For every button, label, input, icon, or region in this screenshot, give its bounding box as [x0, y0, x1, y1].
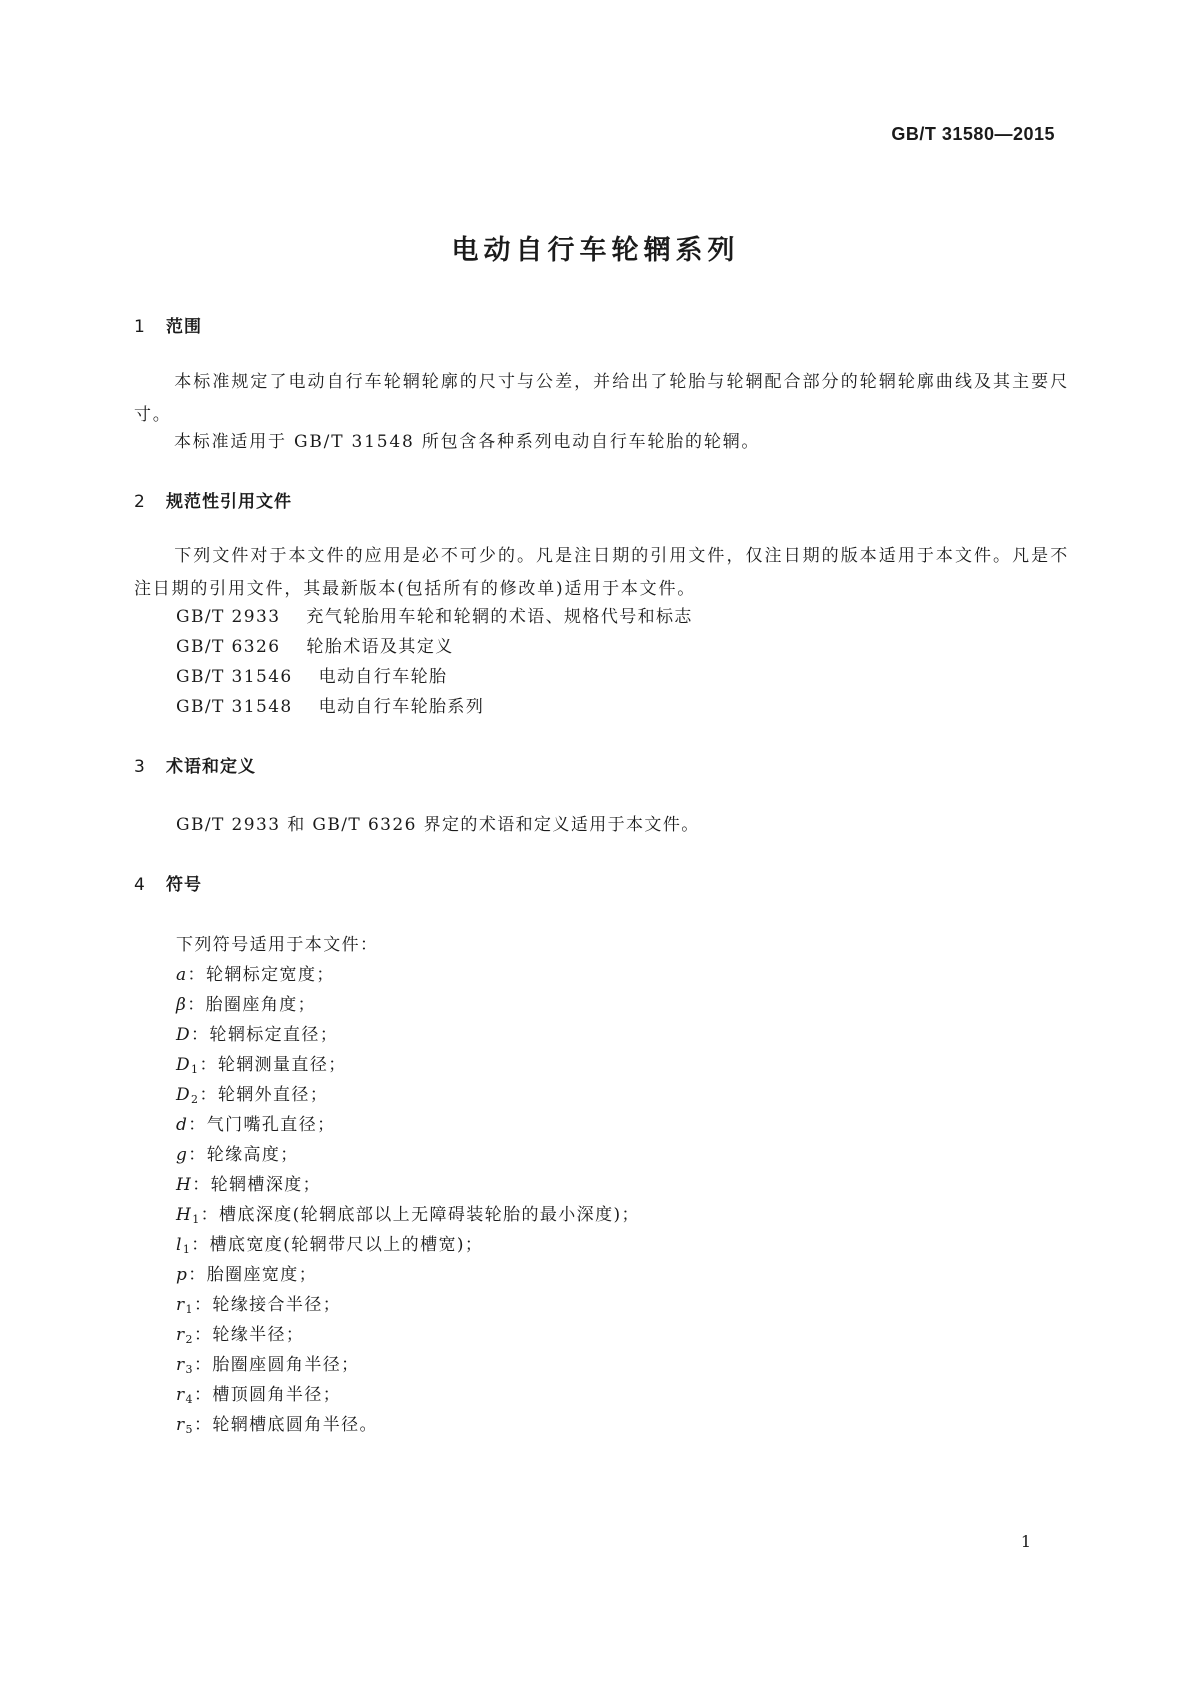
section-3-paragraph: GB/T 2933 和 GB/T 6326 界定的术语和定义适用于本文件。 [176, 815, 700, 835]
symbol-description: ：胎圈座圆角半径； [193, 1355, 360, 1375]
section-number: 2 [134, 492, 146, 512]
symbol-entry [176, 1110, 336, 1136]
section-title: 范围 [166, 317, 202, 337]
symbol-subscript: 4 [185, 1393, 194, 1406]
symbol-description: ：轮缘高度； [188, 1145, 299, 1165]
symbol-description: ：轮辋测量直径； [199, 1055, 347, 1075]
symbol-entry [176, 1350, 360, 1376]
section-2-intro [134, 540, 1069, 606]
symbol-entry [176, 1140, 299, 1166]
reference-title: 电动自行车轮胎系列 [318, 697, 485, 717]
section-title: 术语和定义 [166, 757, 256, 777]
symbol: H [176, 1175, 193, 1195]
reference-item [176, 692, 484, 717]
section-1-heading [134, 312, 202, 337]
paragraph-text: 本标准适用于 GB/T 31548 所包含各种系列电动自行车轮胎的轮辋。 [174, 432, 761, 452]
symbol: D [176, 1055, 192, 1075]
symbol-entry [176, 1410, 378, 1436]
symbol-subscript: 1 [192, 1213, 201, 1226]
section-number: 4 [134, 875, 146, 895]
symbol: a [176, 965, 188, 985]
section-number: 3 [134, 757, 146, 777]
standard-number: GB/T 31580—2015 [891, 124, 1055, 144]
symbol-description: ：槽底深度(轮辋底部以上无障碍装轮胎的最小深度)； [200, 1205, 640, 1225]
reference-code: GB/T 31546 [176, 667, 293, 687]
symbol-entry [176, 1080, 328, 1106]
symbol-subscript: 1 [182, 1243, 192, 1256]
symbol-entry [176, 1320, 304, 1346]
symbol-description: ：气门嘴孔直径； [188, 1115, 336, 1135]
reference-code: GB/T 31548 [176, 697, 293, 717]
paragraph-text: 本标准规定了电动自行车轮辋轮廓的尺寸与公差，并给出了轮胎与轮辋配合部分的轮辋轮廓曲线及其主要尺寸。 [134, 372, 1069, 425]
symbol-description: ：轮辋标定直径； [191, 1025, 339, 1045]
symbol: D [176, 1025, 192, 1045]
section-number: 1 [134, 317, 146, 337]
symbols-intro: 下列符号适用于本文件： [176, 935, 379, 955]
symbol: p [176, 1265, 189, 1285]
symbol: r [176, 1325, 186, 1345]
symbol-subscript: 2 [191, 1093, 200, 1106]
symbol-description: ：轮辋槽底圆角半径。 [193, 1415, 378, 1435]
symbol-entry [176, 1260, 317, 1286]
symbol-description: ：槽底宽度(轮辋带尺以上的槽宽)； [191, 1235, 484, 1255]
symbol-subscript: 1 [191, 1063, 200, 1076]
symbol-description: ：轮辋外直径； [199, 1085, 329, 1105]
symbol-entry [176, 1200, 640, 1226]
symbol-entry [176, 1230, 483, 1256]
reference-title: 电动自行车轮胎 [318, 667, 448, 687]
symbol-description: ：槽顶圆角半径； [193, 1385, 342, 1405]
symbol: r [176, 1385, 186, 1405]
symbol-entry [176, 1050, 347, 1076]
symbol: β [176, 995, 188, 1015]
symbol-description: ：轮辋标定宽度； [187, 965, 335, 985]
symbol-description: ：轮缘半径； [193, 1325, 305, 1345]
section-title: 规范性引用文件 [166, 492, 292, 512]
symbol-entry [176, 960, 335, 986]
reference-code: GB/T 6326 [176, 637, 281, 657]
symbol: l [176, 1235, 183, 1255]
symbol-subscript: 2 [185, 1333, 194, 1346]
symbol-description: ：胎圈座宽度； [188, 1265, 318, 1285]
reference-title: 轮胎术语及其定义 [306, 637, 454, 657]
symbol-entry [176, 1290, 341, 1316]
symbol-subscript: 5 [185, 1423, 194, 1436]
symbol-entry [176, 1020, 338, 1046]
document-title: 电动自行车轮辋系列 [451, 235, 740, 266]
symbol-entry [176, 1170, 321, 1196]
reference-item [176, 662, 447, 687]
section-2-heading [134, 487, 292, 512]
symbol: D [176, 1085, 192, 1105]
section-title: 符号 [166, 875, 202, 895]
symbol-subscript: 3 [185, 1363, 194, 1376]
symbol-subscript: 1 [185, 1303, 194, 1316]
symbol: H [176, 1205, 193, 1225]
symbol: r [176, 1355, 186, 1375]
page-number: 1 [1020, 1532, 1031, 1551]
reference-item [176, 632, 454, 657]
symbol: d [176, 1115, 189, 1135]
symbol-entry [176, 1380, 341, 1406]
symbol: r [176, 1295, 186, 1315]
symbol-description: ：轮辋槽深度； [192, 1175, 322, 1195]
symbol: r [176, 1415, 186, 1435]
section-4-heading [134, 870, 202, 895]
symbol-entry [176, 990, 316, 1016]
section-1-paragraph-1 [134, 366, 1069, 432]
symbol-description: ：轮缘接合半径； [193, 1295, 342, 1315]
symbol-description: ：胎圈座角度； [187, 995, 317, 1015]
reference-code: GB/T 2933 [176, 607, 281, 627]
paragraph-text: 下列文件对于本文件的应用是必不可少的。凡是注日期的引用文件，仅注日期的版本适用于本文件。凡是不注日期的引用文件，其最新版本(包括所有的修改单)适用于本文件。 [134, 546, 1069, 599]
symbol: g [176, 1145, 189, 1165]
reference-item [176, 602, 693, 627]
reference-title: 充气轮胎用车轮和轮辋的术语、规格代号和标志 [306, 607, 693, 627]
section-3-heading [134, 752, 256, 777]
section-1-paragraph-2 [134, 426, 1069, 459]
